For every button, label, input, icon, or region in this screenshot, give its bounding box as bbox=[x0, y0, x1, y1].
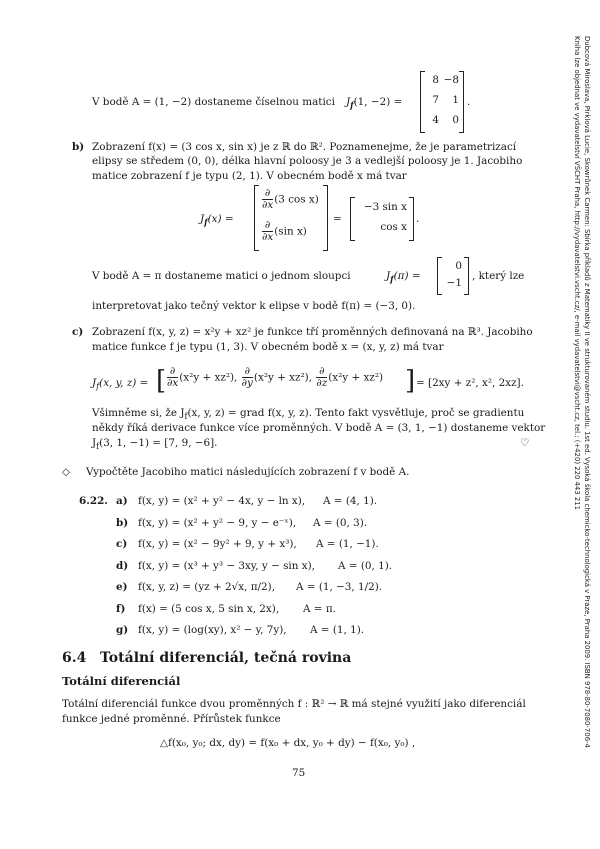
exercise-item: f) f(x) = (5 cos x, 5 sin x, 2x), A = π. bbox=[116, 603, 336, 615]
exercise-item: a) f(x, y) = (x² + y² − 4x, y − ln x), A = (4, 1). bbox=[116, 495, 378, 507]
exercise-item: d) f(x, y) = (x³ + y³ − 3xy, y − sin x), A = (0, 1). bbox=[116, 560, 393, 572]
b-eq: = bbox=[333, 213, 342, 225]
b-column-matrix: 0 −1 bbox=[437, 258, 469, 294]
c-line4: někdy říká derivace funkce více proměnných. V bodě A = (3, 1, −1) dostaneme vektor bbox=[92, 422, 546, 434]
b-result-matrix: −3 sin x cos x bbox=[350, 198, 414, 240]
b-dot: . bbox=[416, 213, 420, 225]
section-number: 6.4 bbox=[62, 650, 87, 666]
b-line4-end: , který lze bbox=[472, 270, 525, 282]
c-result: = [2xy + z², x², 2xz]. bbox=[416, 377, 524, 389]
subsection-title: Totální diferenciál bbox=[62, 674, 181, 688]
item-c-line2: matice funkce f je typu (1, 3). V obecném bodě x = (x, y, z) má tvar bbox=[92, 341, 444, 353]
task-text: Vypočtěte Jacobiho matici následujících zobrazení f v bodě A. bbox=[86, 466, 410, 478]
top-end: . bbox=[467, 96, 471, 108]
item-b-line2: elipsy se středem (0, 0), délka hlavní poloosy je 3 a vedlejší poloosy je 1. Jacobiho bbox=[92, 155, 523, 167]
c-bracket-right: ] bbox=[405, 366, 416, 396]
section-title: Totální diferenciál, tečná rovina bbox=[100, 650, 352, 666]
item-b-line3: matice zobrazení f je typu (2, 1). V obecném bodě x má tvar bbox=[92, 170, 407, 182]
citation-line-1: Dubcová Miroslava, Pirklová Lucie, Skowrůnek Carmen: Sbírka příkladů z Matematiky II ve strukturovaném studiu. 1st ed. Vysoká škola chemicko-technologická v Praze, Praha 2009. ISBN 978-80-7080-706-4 bbox=[583, 36, 591, 748]
citation-line-2: Kniha lze objednat ve vydavatelství VŠCHT Praha, http://vydavatelstvi.vscht.cz/, e-mail vydavatelstvi@vscht.cz, tel.: (+420) 220 443 211 bbox=[573, 36, 581, 511]
b-line5: interpretovat jako tečný vektor k elipse v bodě f(π) = (−3, 0). bbox=[92, 300, 416, 312]
exercise-item: e) f(x, y, z) = (yz + 2√x, π/2), A = (1, −3, 1/2). bbox=[116, 581, 383, 593]
b-derivative-matrix: $\frac{\partial}{\partial x}$ (3 cos x) $\frac{\partial}{\partial x}$ (sin x) bbox=[254, 186, 328, 250]
exercise-item: g) f(x, y) = (log(xy), x² − y, 7y), A = (1, 1). bbox=[116, 624, 365, 636]
diamond-icon: ◇ bbox=[62, 466, 70, 478]
sidebar-citation bbox=[572, 36, 600, 748]
top-jacobian: $J_f(1$, −2) = bbox=[346, 96, 403, 111]
top-text: V bodě A = (1, −2) dostaneme číselnou matici bbox=[92, 96, 335, 108]
b-line4-jac: $J_f(\pi)$ = bbox=[386, 270, 421, 285]
exercise-item: c) f(x, y) = (x² − 9y² + 9, y + x³), A = (1, −1). bbox=[116, 538, 379, 550]
item-b-line1: Zobrazení f(x) = (3 cos x, sin x) je z ℝ do ℝ². Poznamenejme, že je parametrizací bbox=[92, 141, 517, 153]
item-b-label: b) bbox=[72, 141, 85, 153]
para-line2: funkce jedné proměnné. Přírůstek funkce bbox=[62, 713, 281, 725]
increment-formula: △f(x₀, y₀; dx, dy) = f(x₀ + dx, y₀ + dy) − f(x₀, y₀) , bbox=[160, 737, 416, 749]
item-c-line1: Zobrazení f(x, y, z) = x²y + xz² je funkce tří proměnných definovaná na ℝ³. Jacobiho bbox=[92, 326, 533, 338]
para-line1: Totální diferenciál funkce dvou proměnných f : ℝ² → ℝ má stejné využití jako diferenciál bbox=[62, 698, 526, 710]
c-jac-lhs: $J_f(x$, y, z) = bbox=[92, 377, 149, 392]
b-jacobian-lhs: $J_f(x)$ = bbox=[200, 213, 234, 228]
c-bracket-left: [ bbox=[156, 366, 167, 396]
page-number: 75 bbox=[292, 767, 306, 779]
exercise-number: 6.22. bbox=[79, 495, 108, 507]
citation-text bbox=[572, 36, 592, 748]
end-of-example-symbol: ♡ bbox=[520, 437, 530, 449]
b-line4: V bodě A = π dostaneme matici o jednom sloupci bbox=[92, 270, 351, 282]
c-line3: Všimněme si, že $J_f(x$, y, z) = grad f(x, y, z). Tento fakt vysvětluje, proč se gradientu bbox=[92, 407, 525, 422]
item-c-label: c) bbox=[72, 326, 84, 338]
exercise-item: b) f(x, y) = (x² + y² − 9, y − e⁻ˣ), A = (0, 3). bbox=[116, 517, 368, 529]
c-gradient-entries: $\frac{\partial}{\partial x}$ (x²y + xz²), $\frac{\partial}{\partial y}$ (x²y + xz²), $\frac{\partial}{\partial z}$ (x²y + xz²) bbox=[167, 365, 384, 389]
top-matrix: 8 −8 7 1 4 0 bbox=[420, 72, 464, 132]
c-line5: $J_f(3$, 1, −1) = [7, 9, −6]. bbox=[92, 437, 218, 452]
